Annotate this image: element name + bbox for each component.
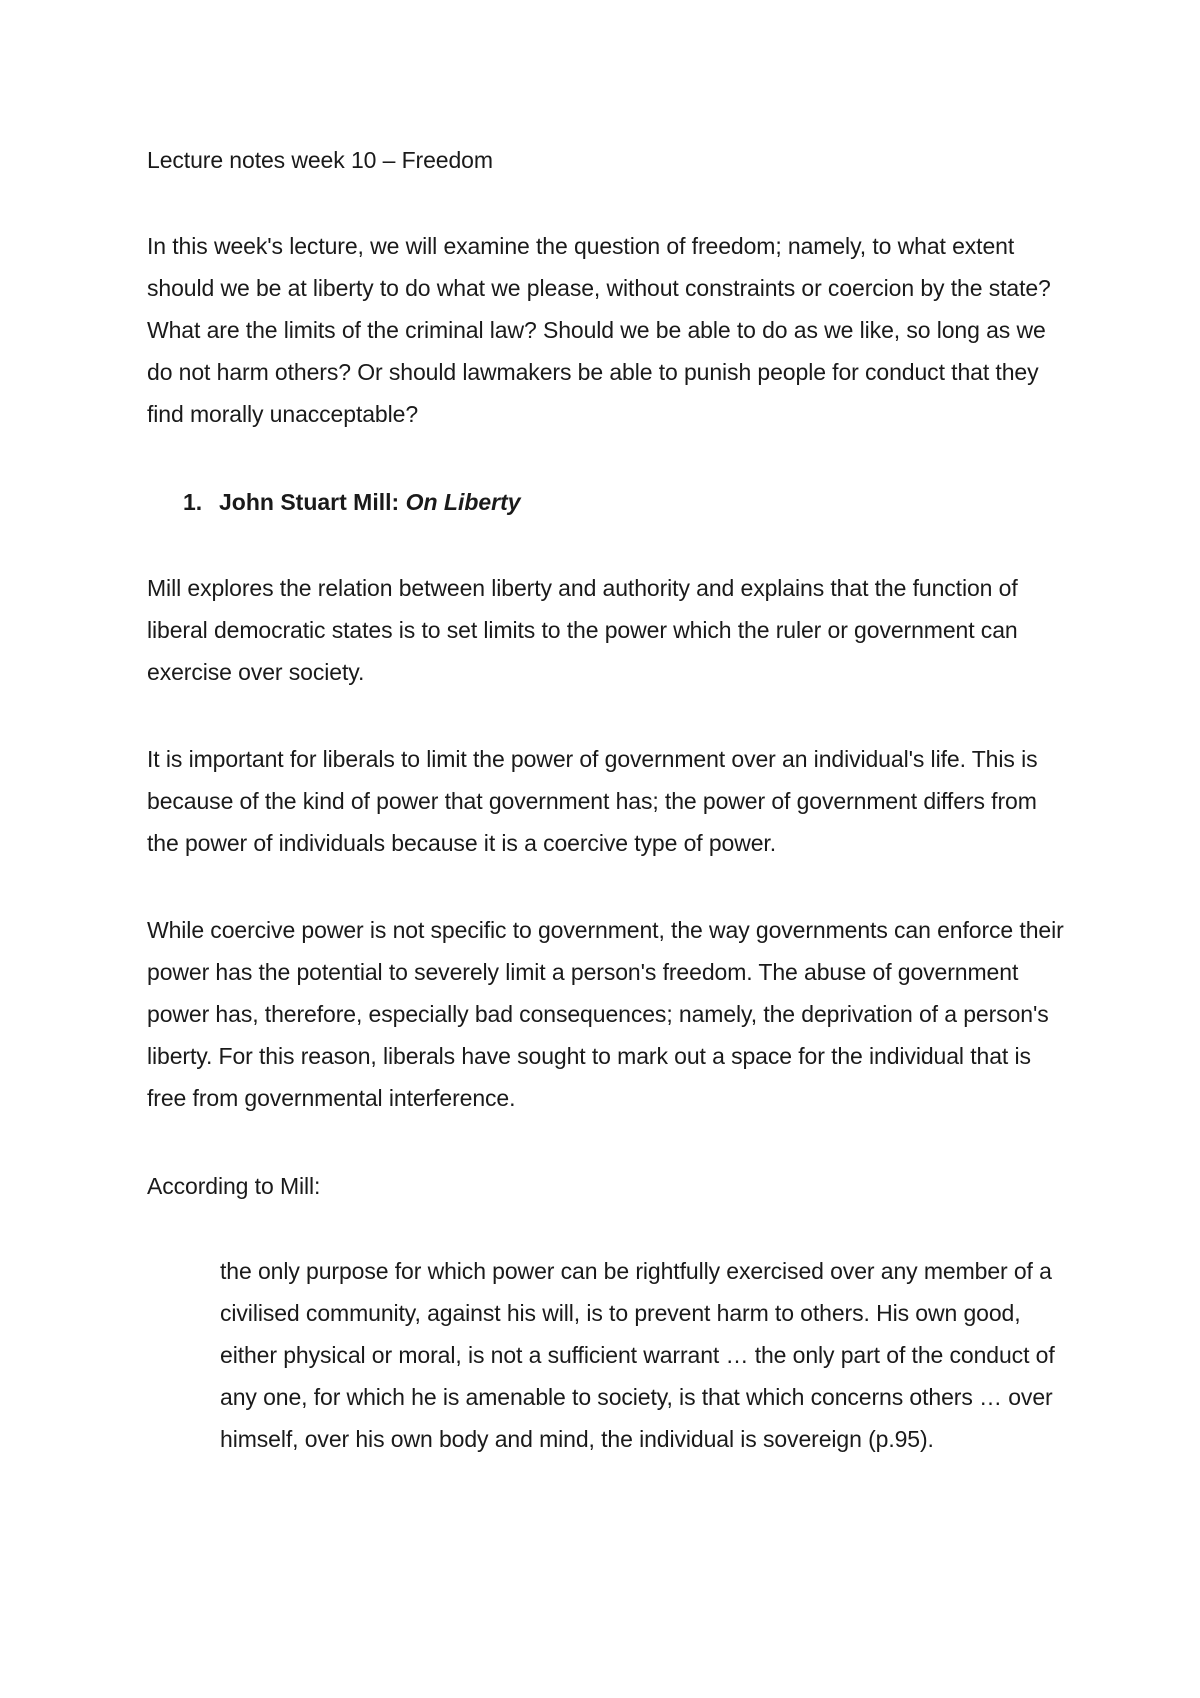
paragraph-limit-power: It is important for liberals to limit the power of government over an individual's life. This is because of the kind of power that government has; the power of government differs from the power of individuals because it is a coercive type of power. [147,746,1038,856]
page-title: Lecture notes week 10 – Freedom [147,147,493,173]
section-number: 1. [183,489,203,515]
mill-quote: the only purpose for which power can be rightfully exercised over any member of a civilised community, against his will, is to prevent harm to others. His own good, either physical or moral, is not a sufficient warrant … the only part of the conduct of any one, for which he is amenable to society, is that which concerns others … over himself, over his own body and mind, the individual is sovereign (p.95). [220,1258,1055,1452]
section-heading-1 [183,481,521,523]
paragraph-coercive-power: While coercive power is not specific to government, the way governments can enforce their power has the potential to severely limit a person's freedom. The abuse of government power has, therefore, especially bad consequences; namely, the deprivation of a person's liberty. For this reason, liberals have sought to mark out a space for the individual that is free from governmental interference. [147,917,1064,1111]
section-author: John Stuart Mill: [219,489,406,515]
intro-paragraph: In this week's lecture, we will examine the question of freedom; namely, to what extent should we be at liberty to do what we please, without constraints or coercion by the state? What are the limits of the criminal law? Should we be able to do as we like, so long as we do not harm others? Or should lawmakers be able to punish people for conduct that they find morally unacceptable? [147,233,1051,427]
section-work-title: On Liberty [405,489,521,515]
paragraph-according-to-mill: According to Mill: [147,1173,321,1199]
paragraph-mill-relation: Mill explores the relation between liberty and authority and explains that the function of liberal democratic states is to set limits to the power which the ruler or government can exercise over society. [147,575,1018,685]
